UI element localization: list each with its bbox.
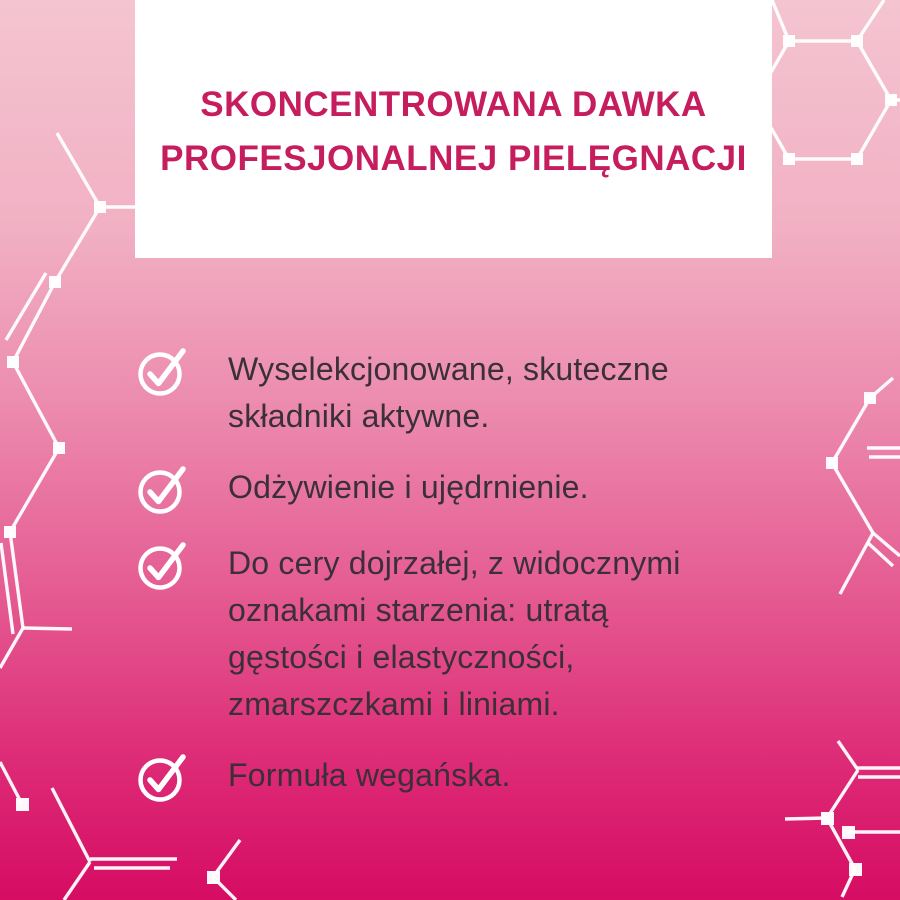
- molecule-bottom-right: [785, 741, 900, 897]
- title-line-1: SKONCENTROWANA DAWKA: [200, 85, 707, 124]
- check-circle-icon: [137, 346, 189, 398]
- checklist-item-text: Formuła wegańska.: [228, 757, 511, 793]
- checklist-item-nourishment: [137, 464, 777, 516]
- check-circle-icon: [137, 464, 189, 516]
- molecule-top-left: [6, 133, 136, 362]
- checklist-item-text: Odżywienie i ujędrnienie.: [228, 469, 589, 505]
- molecule-right-middle: [826, 378, 900, 594]
- page-title: [160, 72, 747, 186]
- benefits-checklist: [137, 346, 777, 804]
- check-circle-icon: [137, 540, 189, 592]
- checklist-item-text: Wyselekcjonowane, skuteczne składniki aktywne.: [228, 351, 669, 434]
- checklist-item-ingredients: [137, 346, 777, 440]
- checklist-item-mature-skin: [137, 540, 777, 728]
- checklist-item-vegan: [137, 752, 777, 804]
- check-circle-icon: [137, 752, 189, 804]
- title-line-2: PROFESJONALNEJ PIELĘGNACJI: [160, 139, 747, 178]
- title-banner: [135, 0, 772, 258]
- checklist-item-text: Do cery dojrzałej, z widocznymi oznakami starzenia: utratą gęstości i elastyczności, zmarszczkami i liniami.: [228, 545, 681, 722]
- hexagon-top-right: [755, 0, 900, 165]
- molecule-left-middle: [0, 356, 72, 668]
